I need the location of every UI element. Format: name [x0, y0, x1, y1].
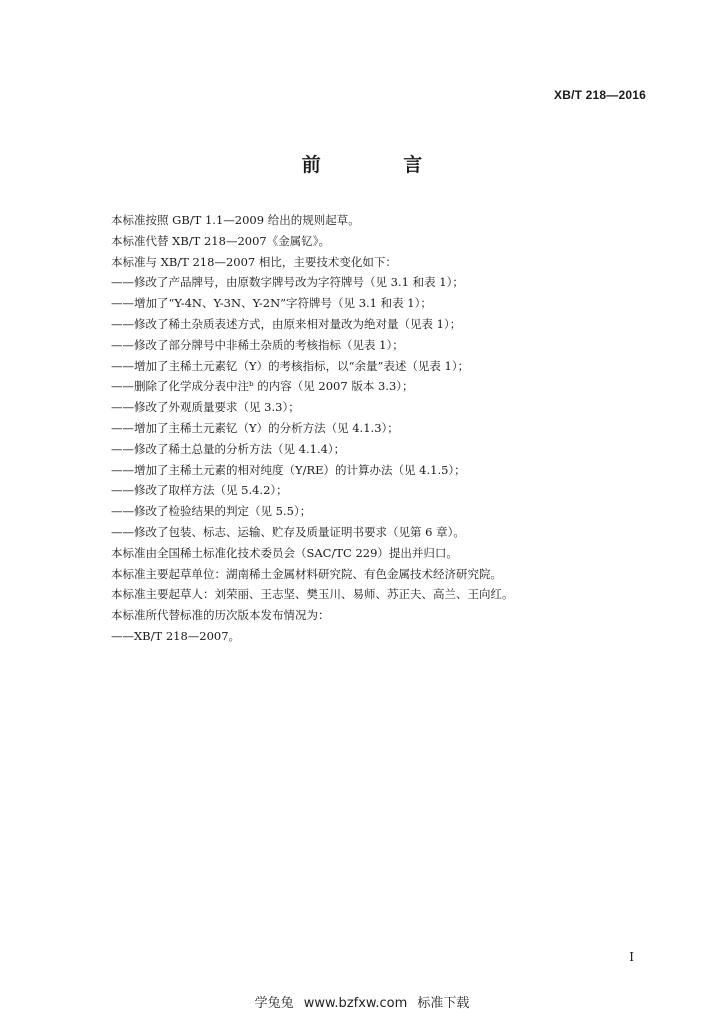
- list-item: ——修改了取样方法（见 5.4.2）；: [111, 483, 288, 498]
- list-item: ——修改了部分牌号中非稀土杂质的考核指标（见表 1）；: [111, 337, 404, 352]
- list-item: ——修改了稀土杂质表述方式，由原来相对量改为绝对量（见表 1）；: [111, 316, 462, 331]
- paragraph: 本标准代替 XB/T 218—2007《金属钇》。: [111, 233, 330, 248]
- paragraph: 本标准与 XB/T 218—2007 相比，主要技术变化如下：: [111, 254, 397, 269]
- paragraph: 本标准按照 GB/T 1.1—2009 给出的规则起草。: [111, 213, 360, 227]
- list-item: ——XB/T 218—2007。: [111, 628, 241, 643]
- paragraph: 本标准主要起草单位：湖南稀土金属材料研究院、有色金属技术经济研究院。: [111, 566, 502, 581]
- standard-code: XB/T 218—2016: [554, 88, 646, 102]
- list-item: ——修改了稀土总量的分析方法（见 4.1.4）；: [111, 441, 346, 456]
- list-item: ——增加了主稀土元素钇（Y）的分析方法（见 4.1.3）；: [111, 420, 399, 435]
- page-title: 前 言: [301, 154, 461, 176]
- paragraph: 本标准由全国稀土标准化技术委员会（SAC/TC 229）提出并归口。: [111, 545, 458, 560]
- preface-body: [111, 210, 631, 647]
- list-item: ——增加了主稀土元素钇（Y）的考核指标，以“余量”表述（见表 1）；: [111, 358, 470, 373]
- paragraph: 本标准所代替标准的历次版本发布情况为：: [111, 608, 330, 623]
- paragraph: 本标准主要起草人：刘荣丽、王志坚、樊玉川、易师、苏正夫、高兰、王向红。: [111, 587, 514, 602]
- list-item: ——修改了包装、标志、运输、贮存及质量证明书要求（见第 6 章）。: [111, 524, 465, 539]
- list-item: ——修改了检验结果的判定（见 5.5）；: [111, 504, 312, 519]
- list-item: ——增加了“Y-4N、Y-3N、Y-2N”字符牌号（见 3.1 和表 1）；: [111, 296, 432, 311]
- list-item: ——修改了外观质量要求（见 3.3）；: [111, 400, 300, 415]
- footer-watermark: 学兔兔 www.bzfxw.com 标准下载: [254, 996, 470, 1011]
- list-item: ——删除了化学成分表中注ᵇ 的内容（见 2007 版本 3.3）；: [111, 379, 414, 394]
- list-item: ——增加了主稀土元素的相对纯度（Y/RE）的计算办法（见 4.1.5）；: [111, 462, 466, 477]
- list-item: ——修改了产品牌号，由原数字牌号改为字符牌号（见 3.1 和表 1）；: [111, 275, 464, 290]
- page-number: I: [629, 950, 634, 964]
